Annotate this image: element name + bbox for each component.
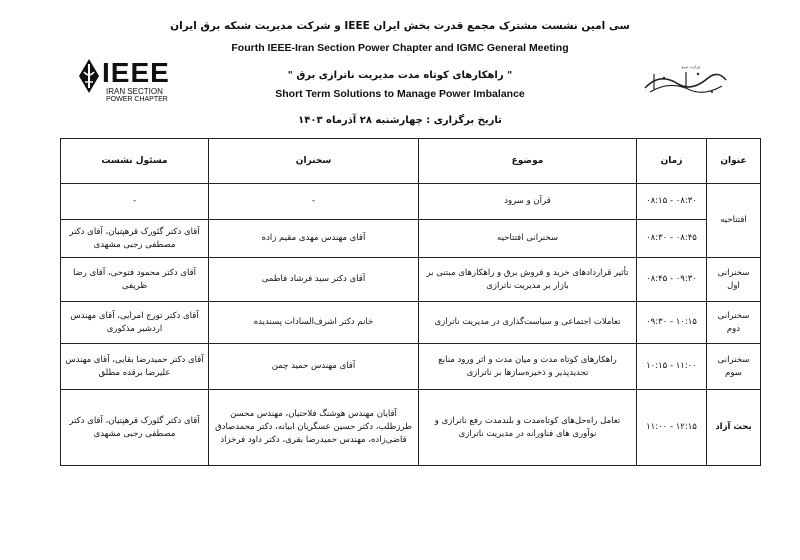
session-time: ۰۹:۳۰ - ۰۸:۴۵ xyxy=(637,258,707,302)
ieee-logo xyxy=(78,58,198,106)
header-topic: موضوع xyxy=(419,139,637,184)
session-title: بحث آزاد xyxy=(707,390,761,466)
session-title: سخنرانی اول xyxy=(707,258,761,302)
title-english: Fourth IEEE-Iran Section Power Chapter and IGMC General Meeting xyxy=(231,42,569,54)
session-chair: - xyxy=(61,184,209,220)
session-chair: آقای دکتر گئورک قرهپتیان، آقای دکتر مصطفی رجبی مشهدی xyxy=(61,220,209,258)
session-time: ۱۰:۱۵ - ۰۹:۳۰ xyxy=(637,302,707,344)
session-topic: راهکارهای کوتاه مدت و میان مدت و اثر ورود منابع تجدیدپذیر و ذخیره‌سازها بر ناترازی xyxy=(419,344,637,390)
session-speakers: خانم دکتر اشرف‌السادات پسندیده xyxy=(209,302,419,344)
table-row xyxy=(61,220,761,258)
title-persian: سی‌ امین نشست مشترک مجمع قدرت بخش ایران IEEE و شرکت مدیریت شبکه برق ایران xyxy=(170,20,630,32)
ieee-wordmark: IEEE xyxy=(102,57,170,88)
session-chair: آقای دکتر گئورک قرهپتیان، آقای دکتر مصطفی رجبی مشهدی xyxy=(61,390,209,466)
document-header xyxy=(0,0,800,140)
table-header-row xyxy=(61,139,761,184)
table-row xyxy=(61,302,761,344)
session-time: ۰۸:۳۰ - ۰۸:۱۵ xyxy=(637,184,707,220)
session-chair: آقای دکتر محمود فتوحی، آقای رضا ظریفی xyxy=(61,258,209,302)
session-speakers: - xyxy=(209,184,419,220)
opening-label: افتتاحیه xyxy=(707,184,761,258)
table-row xyxy=(61,184,761,220)
session-time: ۱۱:۰۰ - ۱۰:۱۵ xyxy=(637,344,707,390)
session-speakers: آقایان مهندس هوشنگ فلاحتیان، مهندس محسن طرزطلب، دکتر حسین عسگریان ابیانه، دکتر محمدصادق قاضی‌زاده، مهندس حمیدرضا بقری، دکتر داود فرخزاد xyxy=(209,390,419,466)
ieee-diamond-icon xyxy=(78,58,100,94)
subtitle-english: Short Term Solutions to Manage Power Imbalance xyxy=(275,88,525,100)
svg-text:وزارت نیرو: وزارت نیرو xyxy=(681,64,700,69)
table-row xyxy=(61,258,761,302)
session-topic: تأثیر قراردادهای خرید و فروش برق و راهکارهای مبتنی بر بازار بر مدیریت ناترازی xyxy=(419,258,637,302)
table-row xyxy=(61,390,761,466)
session-topic: قرآن و سرود xyxy=(419,184,637,220)
session-chair: آقای دکتر حمیدرضا بقایی، آقای مهندس علیرضا برقده مطلق xyxy=(61,344,209,390)
header-time: زمان xyxy=(637,139,707,184)
header-chair: مسئول نشست xyxy=(61,139,209,184)
session-time: ۱۲:۱۵ - ۱۱:۰۰ xyxy=(637,390,707,466)
session-topic: تعاملات اجتماعی و سیاست‌گذاری در مدیریت ناترازی xyxy=(419,302,637,344)
ieee-section-label: IRAN SECTION xyxy=(106,87,163,96)
ieee-chapter-label: POWER CHAPTER xyxy=(106,96,168,103)
session-topic: سخنرانی افتتاحیه xyxy=(419,220,637,258)
grid-company-logo xyxy=(640,60,730,100)
session-time: ۰۸:۴۵ - ۰۸:۳۰ xyxy=(637,220,707,258)
schedule-table xyxy=(60,138,761,466)
session-title: سخنرانی سوم xyxy=(707,344,761,390)
session-topic: تعامل راه‌حل‌های کوتاه‌مدت و بلندمدت رفع ناترازی و نوآوری های فناورانه در مدیریت ناترازی xyxy=(419,390,637,466)
session-chair: آقای دکتر تورج امرایی، آقای مهندس اردشیر مذکوری xyxy=(61,302,209,344)
event-date: تاریخ برگزاری : چهارشنبه ۲۸ آذرماه ۱۴۰۳ xyxy=(298,115,502,126)
header-title: عنوان xyxy=(707,139,761,184)
table-row xyxy=(61,344,761,390)
session-speakers: آقای مهندس مهدی مقیم زاده xyxy=(209,220,419,258)
subtitle-persian: " راهکارهای کوتاه مدت مدیریت ناترازی برق " xyxy=(287,70,513,81)
session-title: سخنرانی دوم xyxy=(707,302,761,344)
session-speakers: آقای مهندس حمید چمن xyxy=(209,344,419,390)
header-speakers: سخنران xyxy=(209,139,419,184)
session-speakers: آقای دکتر سید فرشاد فاطمی xyxy=(209,258,419,302)
